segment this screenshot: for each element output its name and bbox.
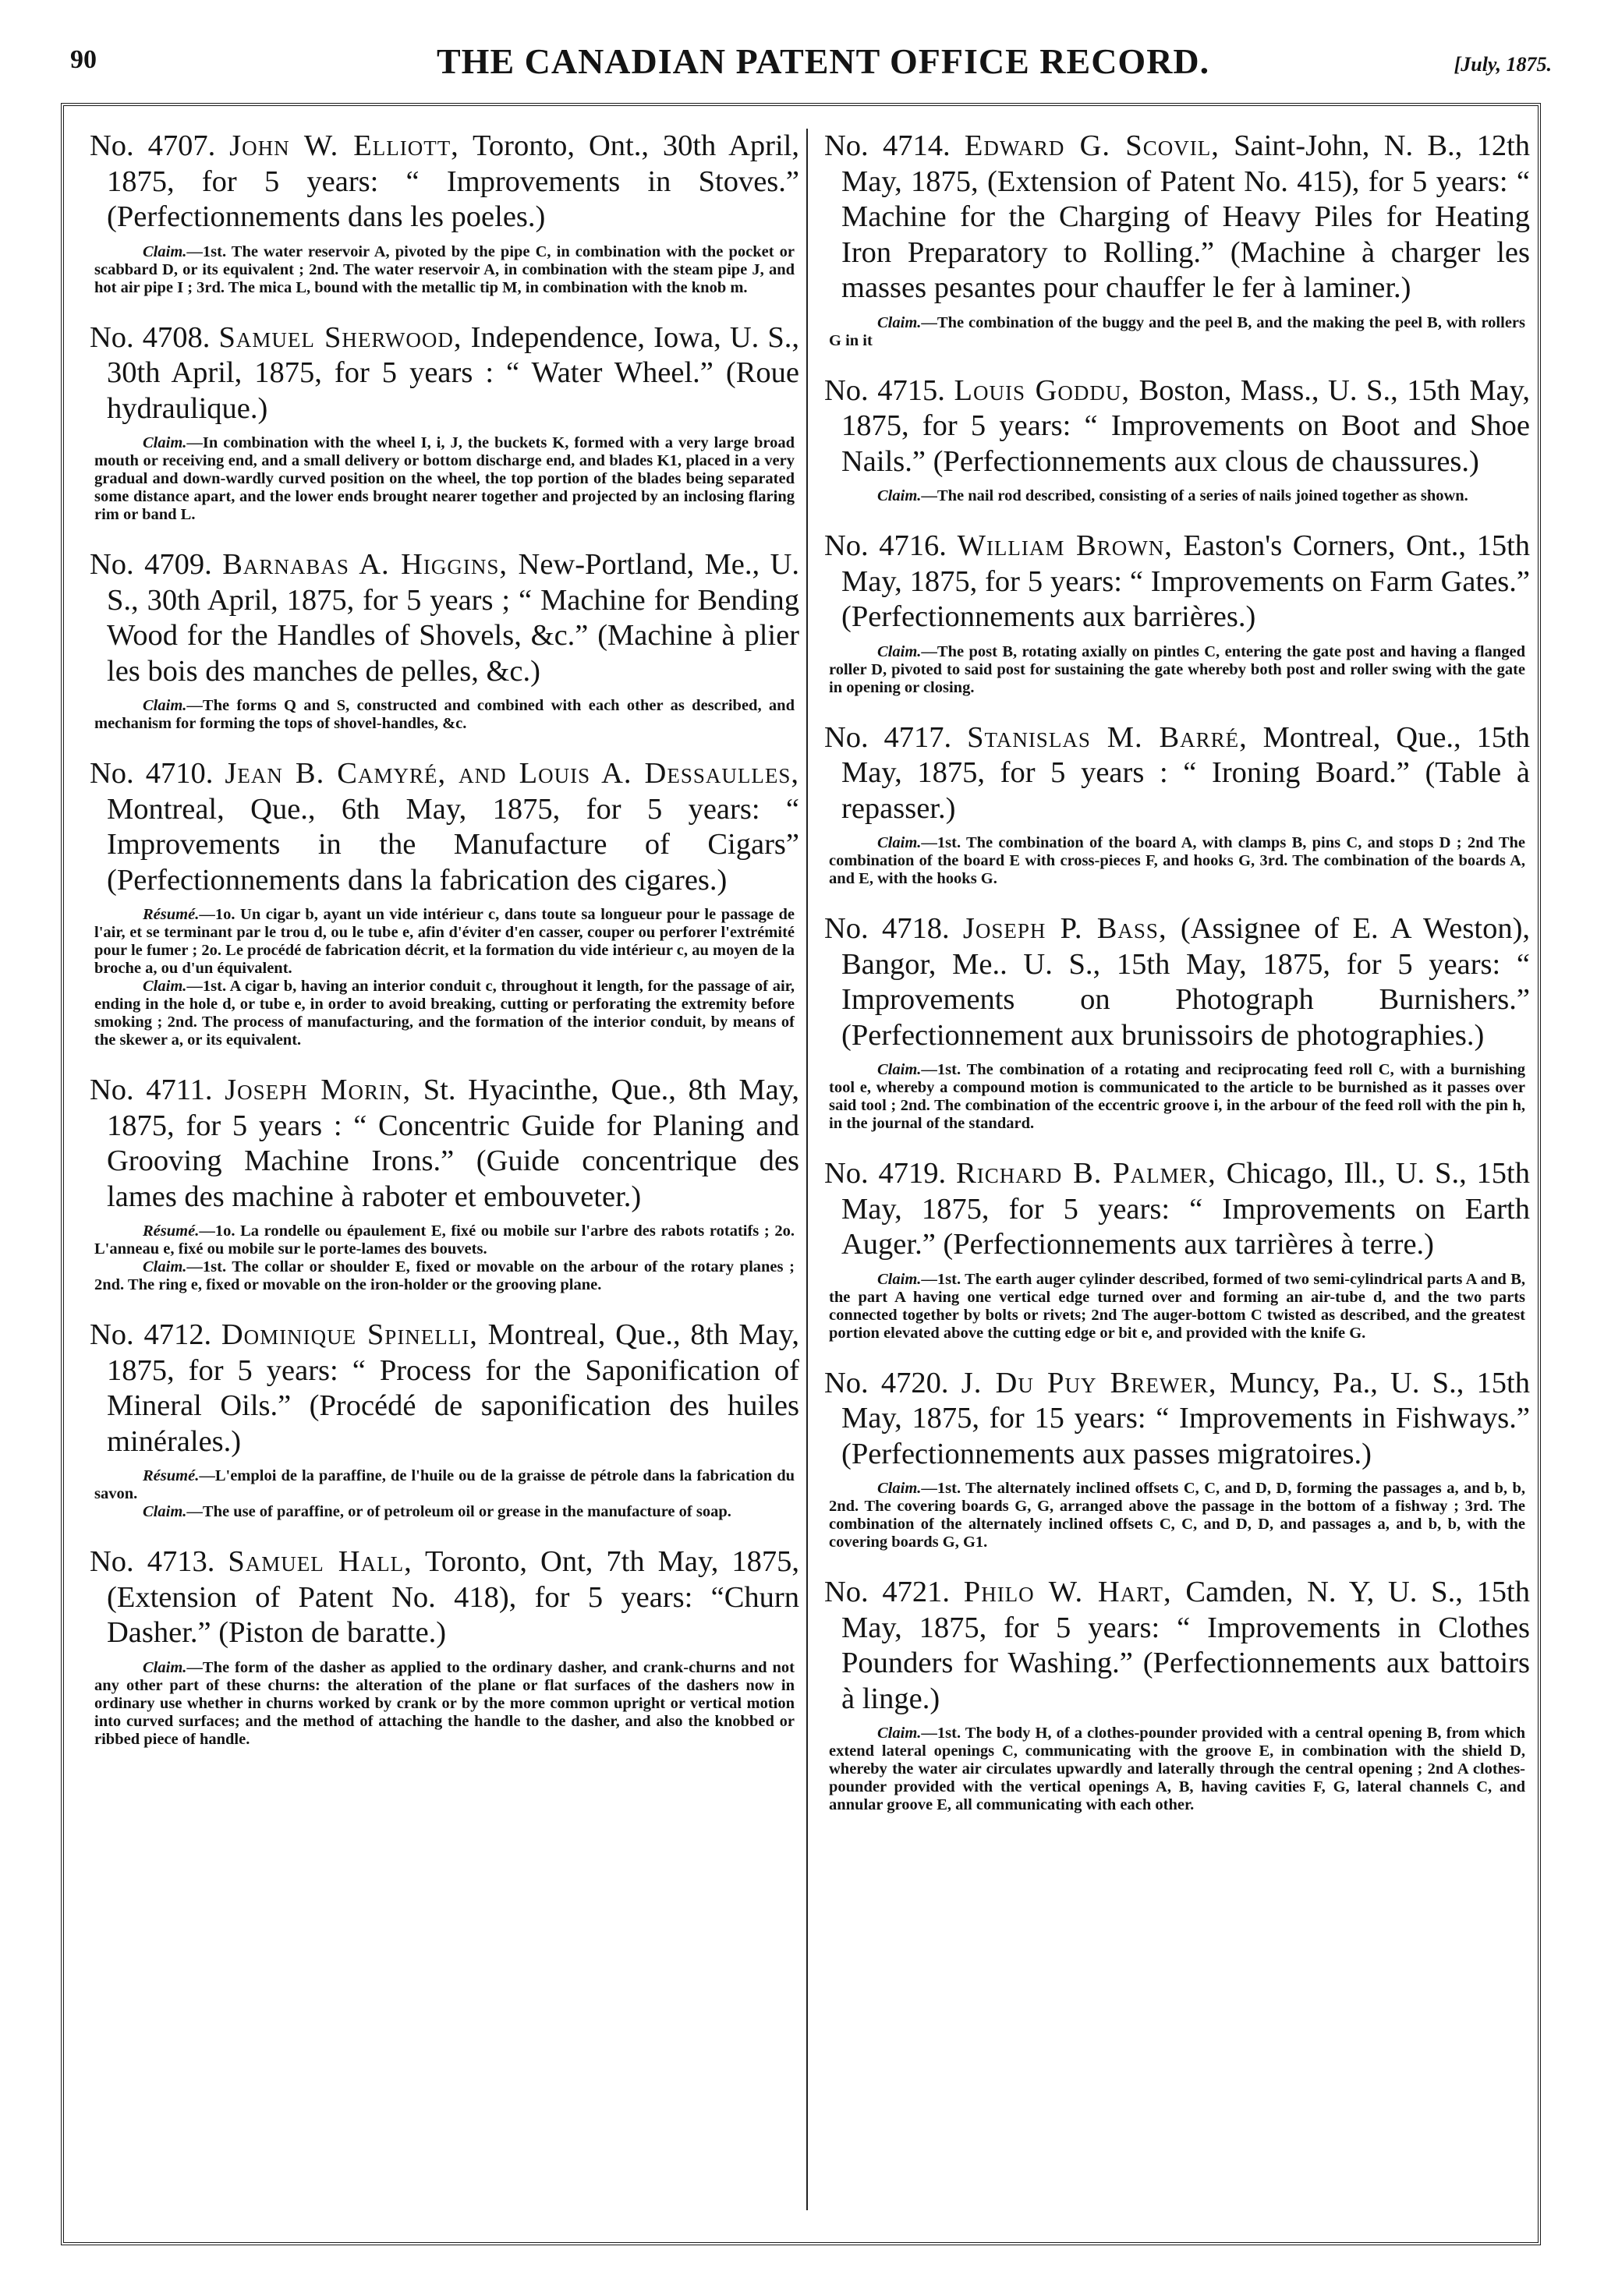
patent-entry bbox=[824, 911, 1530, 1133]
patent-details: Toronto, Ont, 7th May, 1875, (Extension of Patent No. 418), for 5 years: “Churn Dasher.” (Piston de baratte.) bbox=[107, 1545, 799, 1649]
claim-text bbox=[94, 1659, 795, 1749]
claim-text bbox=[829, 834, 1525, 888]
patentee-name: Samuel Hall, bbox=[228, 1545, 413, 1578]
patent-entry bbox=[90, 756, 799, 1049]
claim-body: —1st. The body H, of a clothes-pounder provided with a central opening B, from which extend lateral openings C, communicating with the groove E, in combination with the shield D, whereby the water air circulates upwardly and laterally through the central opening ; 2nd A clothes-pounder provided with the vertical openings A, B, having cavities F, G, lateral channels C, and annular groove E, all communicating with each other. bbox=[829, 1725, 1525, 1813]
patent-details: Easton's Corners, Ont., 15th May, 1875, for 5 years: “ Improvements on Farm Gates.” (Perfectionnements aux barrières.) bbox=[841, 529, 1531, 633]
patent-details: Camden, N. Y, U. S., 15th May, 1875, for 5 years: “ Improvements in Clothes Pounders for Washing.” (Perfectionnements aux battoirs à linge.) bbox=[841, 1576, 1531, 1715]
patent-number: No. 4717. bbox=[824, 720, 952, 754]
claim-text bbox=[94, 1258, 795, 1294]
page-header bbox=[70, 41, 1552, 87]
patent-heading bbox=[90, 1073, 799, 1215]
patent-details: Montreal, Que., 8th May, 1875, for 5 years: “ Process for the Saponification of Mineral Oils.” (Procédé de saponification des huiles minérales.) bbox=[107, 1318, 799, 1458]
patentee-name: Stanislas M. Barré, bbox=[967, 720, 1248, 754]
patent-details: Muncy, Pa., U. S., 15th May, 1875, for 15 years: “ Improvements in Fishways.” (Perfectionnements aux passes migratoires.) bbox=[841, 1366, 1531, 1470]
claim-label: Claim. bbox=[143, 978, 187, 995]
patent-number: No. 4721. bbox=[824, 1576, 951, 1608]
patent-heading bbox=[824, 529, 1530, 635]
patent-heading bbox=[824, 129, 1530, 306]
patent-heading bbox=[90, 1544, 799, 1651]
patent-entry bbox=[824, 1156, 1530, 1343]
patent-heading bbox=[90, 1318, 799, 1459]
claim-body: —1st. The combination of the board A, with clamps B, pins C, and stops D ; 2nd The combination of the board E with cross-pieces F, and hooks G, 3rd. The combination of the boards A, and E, with the hooks G. bbox=[829, 834, 1525, 887]
claim-body: —The post B, rotating axially on pintles C, entering the gate post and having a flanged roller D, pivoted to said post for sustaining the gate whereby both post and roller swing with the gate in opening or closing. bbox=[829, 642, 1525, 696]
claim-text bbox=[829, 1480, 1525, 1551]
patent-number: No. 4713. bbox=[90, 1545, 215, 1578]
patentee-name: Edward G. Scovil, bbox=[964, 129, 1220, 162]
claim-body: —The nail rod described, consisting of a series of nails joined together as shown. bbox=[921, 487, 1468, 504]
claim-text bbox=[94, 906, 795, 978]
patent-heading bbox=[90, 129, 799, 235]
patent-details: Montreal, Que., 6th May, 1875, for 5 years: “ Improvements in the Manufacture of Cigars” (Perfectionnements dans la fabrication des cigares.) bbox=[107, 792, 799, 897]
claim-label: Claim. bbox=[143, 242, 187, 260]
patent-details: Saint-John, N. B., 12th May, 1875, (Extension of Patent No. 415), for 5 years: “ Machine for the Charging of Heavy Piles for Heating Iron Preparatory to Rolling.” (Machine à charger les masses pesantes pour chauffer le fer à laminer.) bbox=[841, 129, 1531, 304]
claim-label: Claim. bbox=[877, 1725, 922, 1742]
claim-body: —The combination of the buggy and the peel B, and the making the peel B, with rollers G in it bbox=[829, 313, 1525, 349]
patent-entry bbox=[90, 547, 799, 733]
claim-label: Claim. bbox=[143, 434, 187, 451]
journal-title: THE CANADIAN PATENT OFFICE RECORD. bbox=[437, 41, 1210, 81]
claim-text bbox=[94, 1222, 795, 1258]
patent-heading bbox=[824, 720, 1530, 827]
claim-label: Claim. bbox=[877, 487, 922, 504]
claim-label: Claim. bbox=[143, 697, 187, 714]
patent-entry bbox=[824, 529, 1530, 697]
patentee-name: John W. Elliott, bbox=[229, 129, 459, 162]
claim-body: —1o. La rondelle ou épaulement E, fixé ou mobile sur l'arbre des rabots rotatifs ; 2o. L'anneau e, fixé ou mobile sur le porte-lames des bouvets. bbox=[94, 1222, 795, 1258]
patent-number: No. 4712. bbox=[90, 1318, 212, 1351]
claim-label: Claim. bbox=[877, 1480, 922, 1497]
patentee-name: J. Du Puy Brewer, bbox=[961, 1366, 1217, 1399]
patent-entry bbox=[90, 1318, 799, 1521]
patent-details: (Assignee of E. A Weston), Bangor, Me.. U. S., 15th May, 1875, for 5 years: “ Improvements on Photograph Burnishers.” (Perfectionnement aux brunissoirs de photographies.) bbox=[841, 912, 1531, 1052]
claim-text bbox=[94, 1503, 795, 1521]
claim-body: —1st. The water reservoir A, pivoted by the pipe C, in combination with the pocket or scabbard D, or its equivalent ; 2nd. The water reservoir A, in combination with the steam pipe J, and hot air pipe I ; 3rd. The mica L, bound with the metallic tip M, in combination with the knob m. bbox=[94, 242, 795, 296]
patent-details: Independence, Iowa, U. S., 30th April, 1875, for 5 years : “ Water Wheel.” (Roue hydraulique.) bbox=[107, 320, 800, 425]
patent-number: No. 4708. bbox=[90, 320, 211, 354]
claim-text bbox=[829, 1271, 1525, 1343]
claim-label: Claim. bbox=[877, 1061, 922, 1078]
patent-details: Chicago, Ill., U. S., 15th May, 1875, for 5 years: “ Improvements on Earth Auger.” (Perfectionnements aux tarrières à terre.) bbox=[841, 1157, 1530, 1261]
patent-entry bbox=[824, 1366, 1530, 1552]
patent-number: No. 4711. bbox=[90, 1074, 213, 1106]
claim-label: Résumé. bbox=[143, 906, 200, 923]
claim-label: Claim. bbox=[877, 313, 922, 331]
patentee-name: Philo W. Hart, bbox=[963, 1576, 1172, 1608]
patent-entry bbox=[90, 320, 799, 525]
claim-label: Claim. bbox=[877, 642, 922, 660]
patent-number: No. 4707. bbox=[90, 129, 216, 162]
patent-entry bbox=[824, 129, 1530, 350]
claim-text bbox=[829, 1061, 1525, 1133]
claim-body: —The form of the dasher as applied to the ordinary dasher, and crank-churns and not any other part of these churns: the alteration of the plane or flat surfaces of the dashers now in ordinary use whether in churns worked by crank or by the more common upright or vertical motion into curved surfaces; and the method of attaching the handle to the dasher, and also the knobbed or ribbed piece of handle. bbox=[94, 1658, 795, 1748]
claim-body: —1st. The collar or shoulder E, fixed or movable on the arbour of the rotary planes ; 2nd. The ring e, fixed or movable on the iron-holder or the grooving plane. bbox=[94, 1258, 795, 1293]
patentee-name: Joseph Morin, bbox=[225, 1074, 412, 1106]
patent-entry bbox=[824, 1575, 1530, 1814]
claim-body: —L'emploi de la paraffine, de l'huile ou de la graisse de pétrole dans la fabrication du savon. bbox=[94, 1467, 795, 1502]
claim-text bbox=[94, 1467, 795, 1503]
issue-date: [July, 1875. bbox=[1454, 53, 1552, 76]
patentee-name: Samuel Sherwood, bbox=[218, 320, 462, 354]
patent-details: Montreal, Que., 15th May, 1875, for 5 years : “ Ironing Board.” (Table à repasser.) bbox=[841, 720, 1531, 825]
claim-text bbox=[94, 243, 795, 297]
claim-body: —1o. Un cigar b, ayant un vide intérieur c, dans toute sa longueur pour le passage de l'air, et se terminant par le trou d, ou le tube e, afin d'éviter d'en casser, couper ou perforer l'extrémité pour le fumer ; 2o. Le procédé de fabrication décrit, et la formation du vide intérieur c, au moyen de la broche a, ou d'un équivalent. bbox=[94, 906, 795, 977]
patent-heading bbox=[824, 1366, 1530, 1473]
patentee-name: Richard B. Palmer, bbox=[956, 1157, 1216, 1190]
patent-number: No. 4709. bbox=[90, 548, 212, 581]
patent-number: No. 4719. bbox=[824, 1157, 947, 1190]
column-divider bbox=[806, 129, 808, 2210]
patent-heading bbox=[824, 1156, 1530, 1263]
patent-entry bbox=[90, 1544, 799, 1749]
page-number: 90 bbox=[70, 45, 97, 74]
claim-text bbox=[829, 487, 1525, 505]
claim-text bbox=[829, 1725, 1525, 1814]
claim-body: —1st. The alternately inclined offsets C, C, and D, D, forming the passages a, and b, b, 2nd. The covering boards G, G, arranged above the passage in the bottom of a fishway ; 3rd. The combination of the alternately inclined offsets C, C, and D, D, and passages a, and b, b, with the covering boards G, G1. bbox=[829, 1480, 1525, 1551]
patent-heading bbox=[90, 320, 799, 427]
patent-heading bbox=[90, 547, 799, 689]
patent-number: No. 4716. bbox=[824, 529, 947, 562]
patent-entry bbox=[90, 1073, 799, 1294]
claim-text bbox=[94, 434, 795, 524]
patent-number: No. 4710. bbox=[90, 757, 214, 790]
claim-label: Claim. bbox=[143, 1258, 187, 1275]
claim-label: Résumé. bbox=[143, 1222, 200, 1240]
claim-body: —1st. The earth auger cylinder described, formed of two semi-cylindrical parts A and B, the part A having one vertical edge turned over and forming an air-tube d, and the two parts connected together by bolts or rivets; 2nd The auger-bottom C twisted as described, and the greatest portion elevated above the cutting edge or bit e, and provided with the knife G. bbox=[829, 1270, 1525, 1342]
claim-body: —The use of paraffine, or of petroleum oil or grease in the manufacture of soap. bbox=[186, 1503, 731, 1520]
claim-label: Claim. bbox=[143, 1503, 187, 1520]
patentee-name: Dominique Spinelli, bbox=[221, 1318, 478, 1351]
left-column bbox=[90, 129, 799, 1772]
claim-text bbox=[94, 697, 795, 733]
claim-text bbox=[94, 978, 795, 1049]
patent-heading bbox=[824, 911, 1530, 1053]
claim-label: Claim. bbox=[877, 1270, 922, 1288]
patent-heading bbox=[90, 756, 799, 898]
patent-entry bbox=[90, 129, 799, 297]
claim-text bbox=[829, 643, 1525, 697]
patent-number: No. 4715. bbox=[824, 373, 945, 407]
claim-body: —In combination with the wheel I, i, J, the buckets K, formed with a very large broad mouth or receiving end, and a small delivery or bottom discharge end, and blades K1, placed in a very gradual and down-wardly curved position on the wheel, the top portion of the blades being separated some distance apart, and the lower ends brought nearer together and projected by an inclosing flaring rim or band L. bbox=[94, 434, 795, 523]
patent-entry bbox=[824, 373, 1530, 506]
patentee-name: Joseph P. Bass, bbox=[962, 912, 1167, 945]
claim-text bbox=[829, 314, 1525, 350]
patent-entry bbox=[824, 720, 1530, 889]
patent-heading bbox=[824, 1575, 1530, 1717]
patentee-name: Jean B. Camyré, and Louis A. Dessaulles, bbox=[225, 757, 800, 790]
patent-details: Boston, Mass., U. S., 15th May, 1875, for 5 years: “ Improvements on Boot and Shoe Nails.” (Perfectionnements aux clous de chaussures.) bbox=[841, 373, 1531, 478]
claim-body: —1st. A cigar b, having an interior conduit c, throughout it length, for the passage of air, ending in the hole d, or tube e, in order to avoid breaking, cutting or perforating the extremity before smoking ; 2nd. The process of manufacturing, and the formation of the interior conduit, by means of the skewer a, or its equivalent. bbox=[94, 978, 795, 1049]
claim-label: Claim. bbox=[877, 834, 922, 851]
patent-details: New-Portland, Me., U. S., 30th April, 1875, for 5 years ; “ Machine for Bending Wood for the Handles of Shovels, &c.” (Machine à plier les bois des manches de pelles, &c.) bbox=[107, 548, 800, 688]
patentee-name: Louis Goddu, bbox=[954, 373, 1131, 407]
patent-heading bbox=[824, 373, 1530, 480]
patent-number: No. 4720. bbox=[824, 1366, 949, 1399]
claim-label: Claim. bbox=[143, 1658, 187, 1676]
claim-body: —The forms Q and S, constructed and combined with each other as described, and mechanism for forming the tops of shovel-handles, &c. bbox=[94, 697, 795, 732]
patent-number: No. 4714. bbox=[824, 129, 951, 162]
patent-details: St. Hyacinthe, Que., 8th May, 1875, for 5 years : “ Concentric Guide for Planing and Grooving Machine Irons.” (Guide concentrique des lames des machine à raboter et embouveter.) bbox=[107, 1074, 800, 1213]
claim-body: —1st. The combination of a rotating and reciprocating feed roll C, with a burnishing tool e, whereby a compound motion is communicated to the article to be burnished as it passes over said tool ; 2nd. The combination of the eccentric groove i, in the arbour of the feed roll with the pin h, in the journal of the standard. bbox=[829, 1061, 1525, 1132]
claim-label: Résumé. bbox=[143, 1467, 200, 1484]
patent-details: Toronto, Ont., 30th April, 1875, for 5 years: “ Improvements in Stoves.” (Perfectionnements dans les poeles.) bbox=[107, 129, 799, 233]
patent-number: No. 4718. bbox=[824, 912, 950, 945]
patentee-name: William Brown, bbox=[957, 529, 1173, 562]
patentee-name: Barnabas A. Higgins, bbox=[222, 548, 508, 581]
right-column bbox=[824, 129, 1530, 1838]
